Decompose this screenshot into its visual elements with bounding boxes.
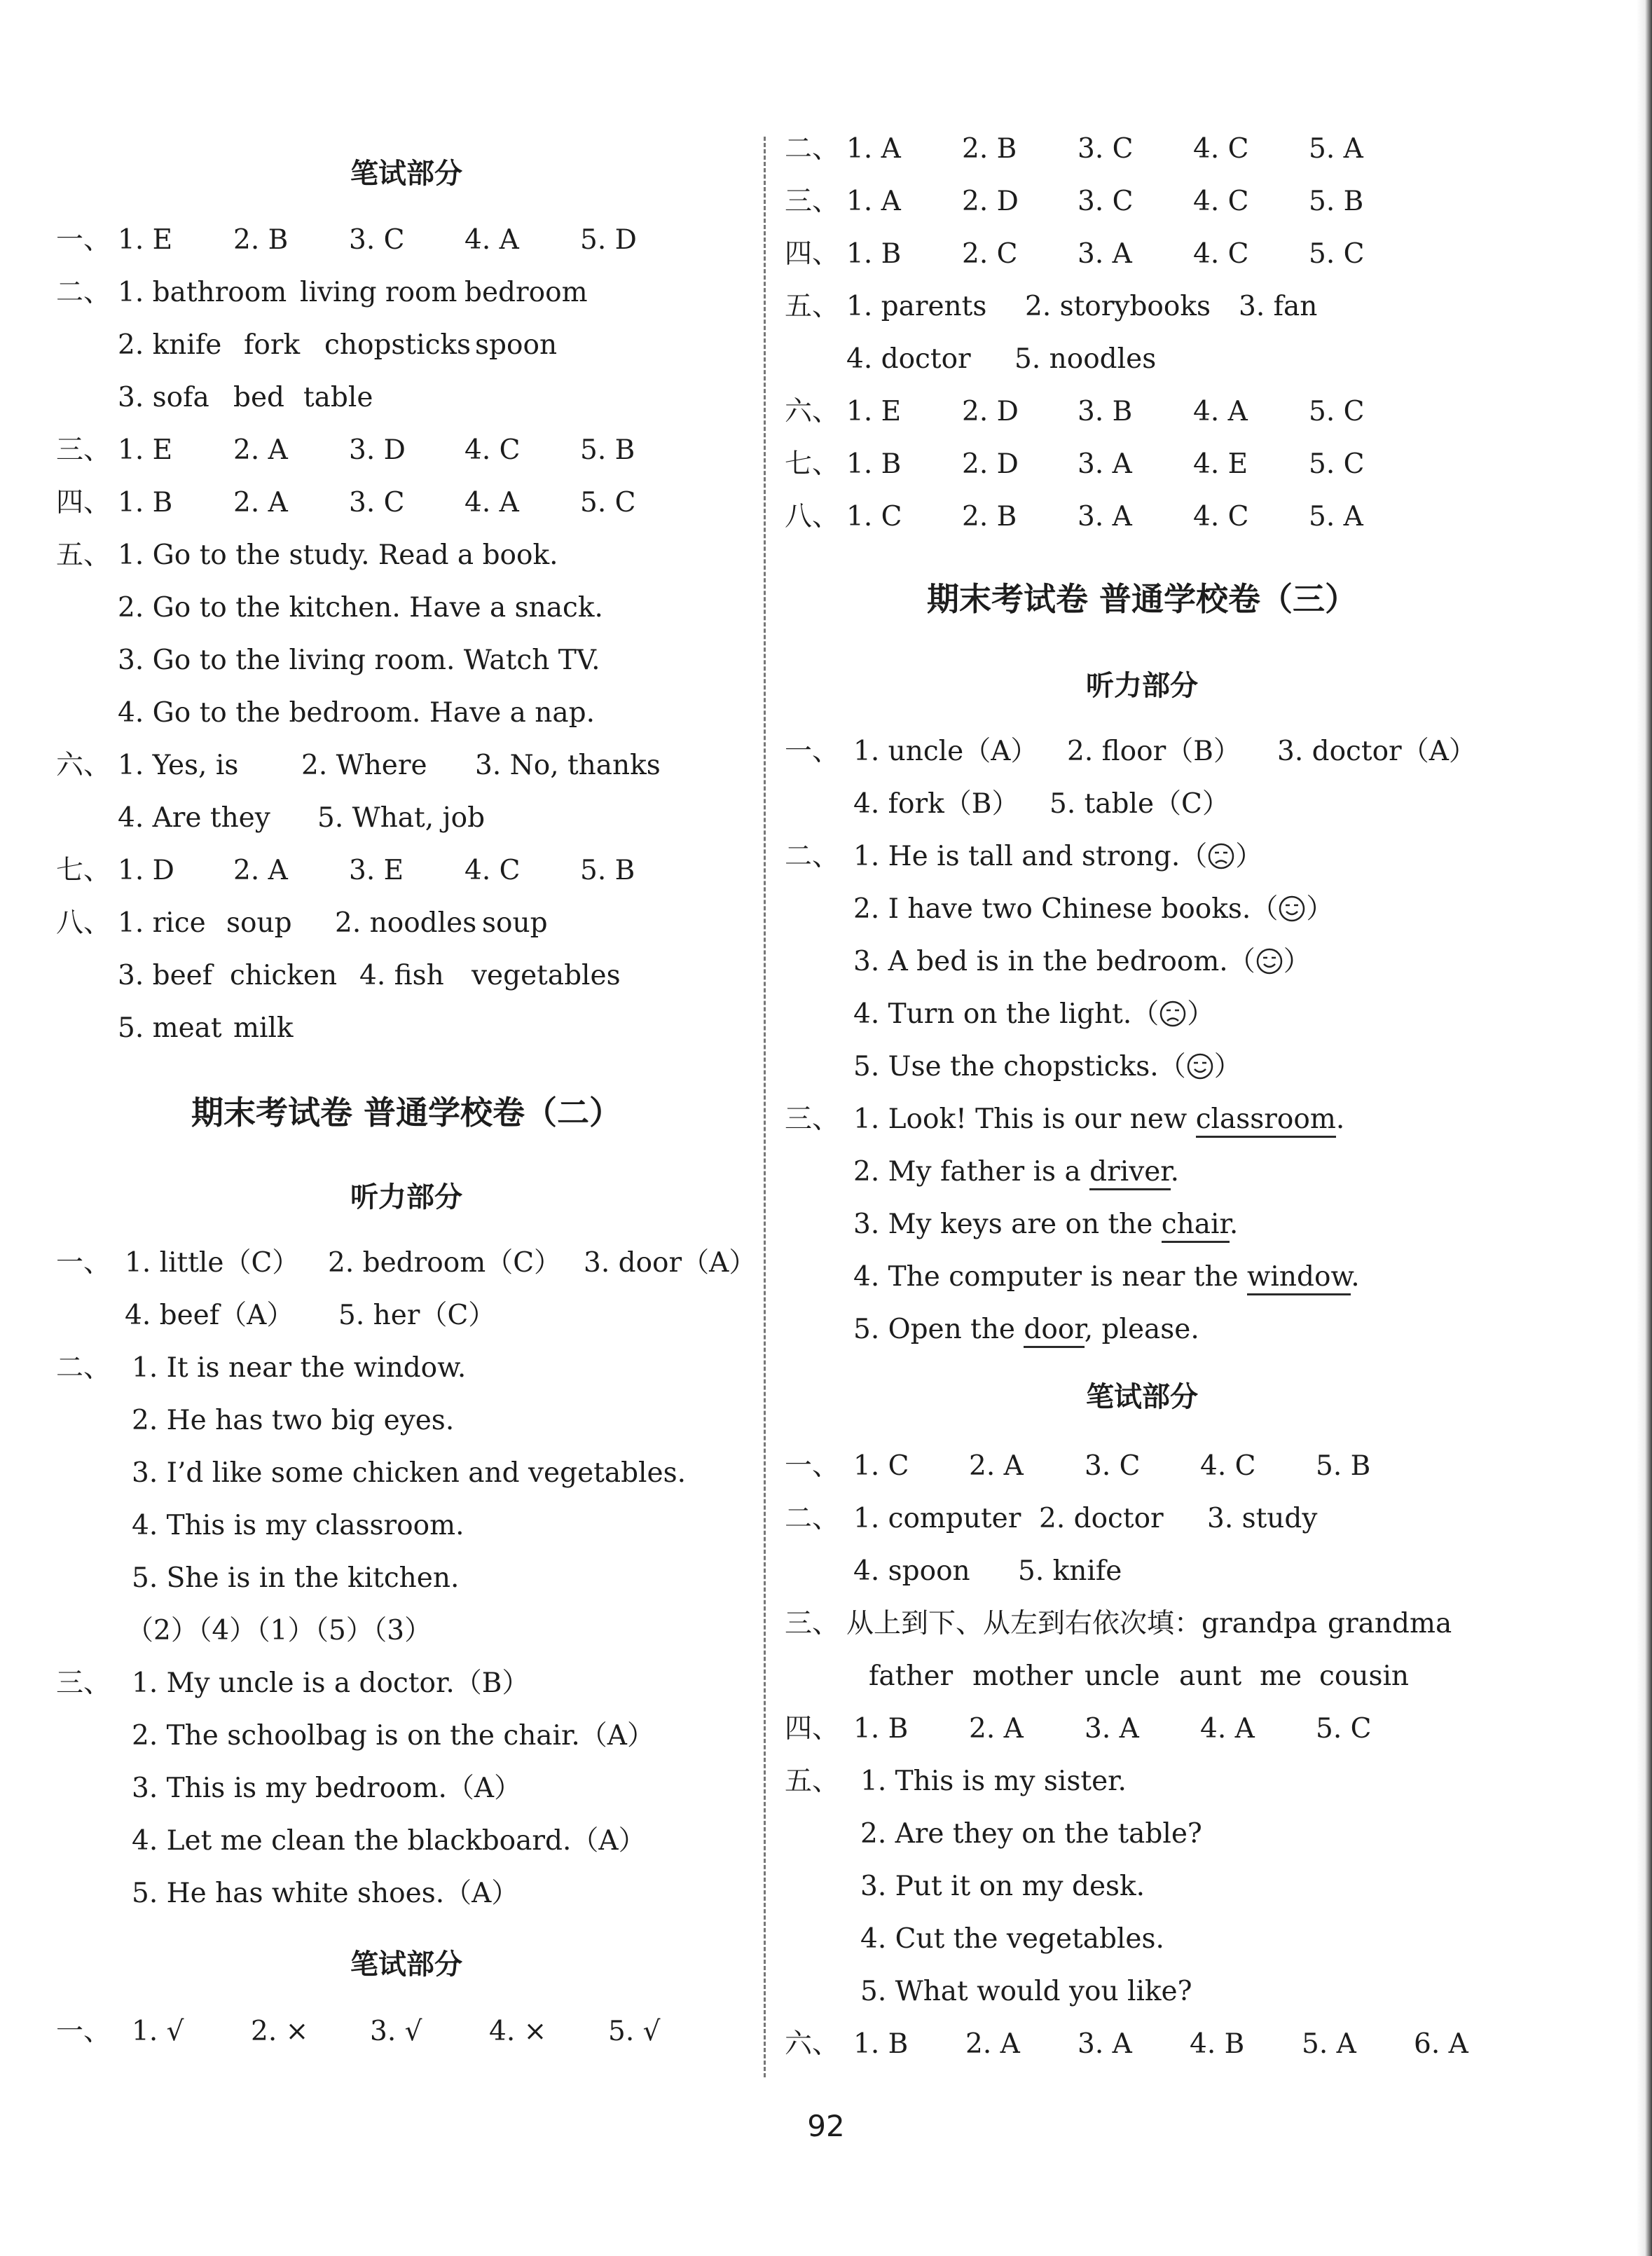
answer-item: 5. D [580,224,637,256]
answer-item: 1. computer [853,1503,1021,1534]
answer-item: 4. fork（B） [853,788,1019,820]
answer-item: 4. A [464,487,519,518]
answer-item: 5. B [1309,186,1364,217]
answer-row [785,500,1363,535]
answer-item: 2. noodles [335,907,477,939]
sentence-text: 1. Look! This is our new [853,1103,1196,1135]
answer-item: 3. A [1078,238,1132,270]
answer-item: 1. My uncle is a doctor.（B） [132,1667,530,1699]
question-number: 一、 [56,224,111,256]
question-number: 一、 [56,1247,111,1279]
answer-item: 2. storybooks [1025,291,1211,322]
answer-row [118,696,595,731]
answer-item: 1. rice [118,907,206,939]
answer-row [56,1666,529,1701]
answer-item: soup [226,907,292,939]
answer-row [118,591,603,626]
question-number: 三、 [785,1103,840,1135]
answer-item: aunt [1179,1660,1242,1692]
underlined-answer: door [1024,1314,1084,1348]
answer-item: spoon [475,329,558,361]
answer-item: 6. A [1414,2028,1468,2060]
answer-row [56,748,661,783]
question-number: 八、 [56,907,111,939]
answer-item: 3. Go to the living room. Watch TV. [118,645,600,676]
answer-item: me [1260,1660,1302,1692]
answer-item: 1. He is tall and strong. [853,841,1181,872]
question-number: 八、 [785,501,840,532]
answer-item: 4. C [1193,133,1249,165]
answer-item: 2. Where [301,750,427,781]
column-divider [764,137,766,2077]
answer-item: 2. A [969,1450,1024,1482]
answer-item: 5. C [580,487,636,518]
answer-item: 3. study [1207,1503,1318,1534]
sentence-text: 2. My father is a [853,1156,1090,1188]
answer-row [853,1554,1122,1589]
answer-item: 4. E [1193,448,1248,480]
question-number: 四、 [785,1713,840,1745]
answer-item: 3. doctor（A） [1277,736,1476,767]
answer-row [853,1312,1199,1347]
answer-item: 1. It is near the window. [132,1352,467,1384]
answer-row [853,1207,1238,1242]
answer-item: 2. Are they on the table? [860,1818,1202,1850]
answer-row: 5. Use the chopsticks.（ ） [853,1051,1241,1082]
answer-row [118,328,557,363]
answer-item: 5. table（C） [1049,788,1230,820]
answer-item: 5. B [580,855,635,886]
answer-item: 5. her（C） [338,1300,496,1331]
answer-item: 5. He has white shoes.（A） [132,1878,519,1909]
answer-row [56,538,558,573]
answer-item: 1. B [853,1713,909,1745]
answer-item: 5. B [1316,1450,1371,1482]
answer-row [860,1817,1202,1852]
answer-item: 2. D [962,186,1019,217]
answer-row [56,1246,756,1281]
answer-row [785,1764,1127,1799]
question-number: 六、 [785,2028,840,2060]
answer-item: 3. This is my bedroom.（A） [132,1773,522,1804]
answer-item: 3. No, thanks [475,750,661,781]
answer-item: 4. C [464,855,521,886]
answer-item: 4. C [464,434,521,466]
answer-item: 2. D [962,448,1019,480]
answer-row [125,1298,495,1333]
answer-item: fork [244,329,301,361]
sentence-text: . [1229,1209,1239,1240]
answer-item: 3. beef [118,960,213,991]
answer-item: 5. C [1309,448,1365,480]
sentence-text: 4. The computer is near the [853,1261,1248,1293]
answer-item: 1. E [118,224,173,256]
question-number: 六、 [56,750,111,781]
answer-item: 2. floor（B） [1067,736,1241,767]
answer-row [132,1561,459,1596]
answer-row: 二、 1. He is tall and strong.（ ） [785,839,1262,874]
question-number: 二、 [785,841,840,872]
sentence-text: 5. Open the [853,1314,1024,1345]
answer-row [118,958,621,993]
question-number: 四、 [56,487,111,518]
answer-row [785,237,1364,272]
answer-item: 3. A [1085,1713,1139,1745]
answer-item: 1. B [853,2028,909,2060]
answer-item: 1. B [846,448,902,480]
answer-item: 3. Put it on my desk. [860,1871,1145,1902]
answer-item: 5. A [1302,2028,1356,2060]
answer-item: 2. Go to the kitchen. Have a snack. [118,592,603,624]
underlined-answer: window [1247,1261,1351,1295]
smiley-face-icon [1255,947,1283,975]
answer-item: 4. × [489,2016,547,2047]
answer-item: father [869,1660,954,1692]
answer-item: 4. doctor [846,343,971,375]
answer-row [132,1824,646,1859]
answer-item: 2. D [962,396,1019,427]
answer-row [56,1351,466,1386]
answer-row [785,2027,1468,2062]
answer-item: 4. Cut the vegetables. [860,1923,1164,1955]
answer-item: 3. A bed is in the bedroom. [853,946,1228,977]
answer-item: 4. Turn on the light. [853,998,1132,1030]
answer-row [785,734,1476,769]
page-number: 92 [807,2109,845,2143]
answer-item: 1. C [846,501,902,532]
answer-item: 3. C [1078,186,1134,217]
question-number: 一、 [785,1450,840,1482]
answer-item: 1. √ [132,2016,184,2047]
answer-item: 1. E [118,434,173,466]
answer-item: 4. C [1193,501,1249,532]
sad-face-icon [1207,842,1235,870]
question-number: 六、 [785,396,840,427]
smiley-face-icon [1186,1052,1214,1080]
question-number: 二、 [785,1503,840,1534]
instruction-text: 从上到下、从左到右依次填： [846,1608,1202,1639]
section-heading: 笔试部分 [1086,1381,1198,1413]
answer-row [785,1712,1371,1747]
answer-item: 2. B [962,133,1017,165]
question-number: 五、 [56,539,111,571]
answer-item: 2. A [969,1713,1024,1745]
answer-item: living room [300,277,457,308]
answer-item: 4. fish [359,960,444,991]
page-edge-shadow [1637,0,1652,2256]
smiley-face-icon [1278,895,1306,923]
answer-item: 1. Yes, is [118,750,239,781]
question-number: 一、 [785,736,840,767]
answer-row [785,1102,1344,1137]
question-number: 七、 [56,855,111,886]
answer-item: 3. I’d like some chicken and vegetables. [132,1457,687,1489]
answer-item: 1. E [846,396,902,427]
answer-item: 5. C [1309,238,1365,270]
answer-item: 1. little（C） [125,1247,300,1279]
answer-item: 4. C [1200,1450,1256,1482]
question-number: 二、 [56,1352,111,1384]
answer-item: cousin [1319,1660,1410,1692]
answer-item: mother [972,1660,1073,1692]
answer-item: 2. He has two big eyes. [132,1405,455,1436]
answer-item: milk [233,1012,294,1044]
answer-row [860,1922,1164,1957]
answer-row [132,1508,464,1543]
answer-item: 4. Let me clean the blackboard.（A） [132,1825,646,1857]
answer-row [118,643,600,678]
answer-item: 2. A [233,487,288,518]
answer-item: chicken [230,960,338,991]
answer-row [846,342,1156,377]
answer-row: 4. Turn on the light.（ ） [853,998,1215,1030]
answer-item: soup [482,907,548,939]
answer-item: 3. B [1078,396,1133,427]
answer-item: 3. D [349,434,406,466]
section-heading: 听力部分 [350,1181,462,1213]
answer-row [132,1456,686,1491]
answer-row [785,1449,1370,1484]
question-number: 五、 [785,291,840,322]
answer-item: 4. Are they [118,802,270,834]
answer-row [56,433,635,468]
answer-item: 2. A [965,2028,1020,2060]
answer-item: 1. A [846,186,901,217]
section-heading: 听力部分 [1086,670,1198,702]
answer-item: 1. B [118,487,173,518]
answer-item: 3. C [349,224,405,256]
answer-item: 2. I have two Chinese books. [853,893,1251,925]
answer-item: 2. knife [118,329,222,361]
answer-item: 5. She is in the kitchen. [132,1562,460,1594]
answer-row [785,1501,1317,1536]
answer-item: 3. fan [1239,291,1318,322]
question-number: 一、 [56,2016,111,2047]
answer-row [132,1771,521,1806]
answer-row [56,486,635,521]
answer-item: 3. E [349,855,404,886]
answer-row [132,1876,518,1911]
answer-item: 1. A [846,133,901,165]
answer-item: 4. A [1200,1713,1255,1745]
answer-item: 2. A [233,434,288,466]
answer-row [860,1869,1145,1904]
answer-row [785,447,1364,482]
question-number: 三、 [56,434,111,466]
answer-item: 4. C [1193,186,1249,217]
exam-title: 期末考试卷 普通学校卷（二） [191,1094,621,1132]
answer-item: 4. This is my classroom. [132,1510,464,1541]
answer-item: chopsticks [324,329,471,361]
sentence-text: . [1335,1103,1345,1135]
answer-row [132,1403,454,1438]
answer-item: 2. C [962,238,1018,270]
answer-item: 1. Go to the study. Read a book. [118,539,558,571]
question-number: 三、 [785,186,840,217]
answer-item: 2. bedroom（C） [328,1247,562,1279]
answer-row [853,787,1230,822]
answer-row [118,1011,294,1046]
answer-item: 3. √ [370,2016,422,2047]
answer-item: 5. A [1309,133,1363,165]
answer-item: 5. C [1316,1713,1372,1745]
answer-item: 2. B [233,224,289,256]
question-number: 四、 [785,238,840,270]
answer-item: uncle [1085,1660,1160,1692]
answer-item: 2. doctor [1039,1503,1164,1534]
answer-item: 3. C [1085,1450,1141,1482]
answer-row [56,223,637,258]
answer-item: 3. A [1078,501,1132,532]
answer-item: 5. knife [1018,1555,1122,1587]
question-number: 三、 [785,1608,840,1639]
answer-item: 1. This is my sister. [860,1766,1127,1797]
answer-item: 2. The schoolbag is on the chair.（A） [132,1720,654,1752]
exam-title: 期末考试卷 普通学校卷（三） [926,580,1357,618]
answer-row [126,1614,432,1649]
answer-item: 5. C [1309,396,1365,427]
answer-item: 2. B [962,501,1017,532]
answer-item: 3. A [1078,448,1132,480]
answer-item: 3. A [1078,2028,1132,2060]
answer-row [853,1155,1179,1190]
answer-item: 4. A [464,224,519,256]
answer-row [785,184,1363,219]
answer-row [56,275,588,310]
underlined-answer: chair [1162,1209,1230,1243]
answer-item: table [303,382,373,413]
answer-item: （2）（4）（1）（5）（3） [126,1615,432,1646]
answer-row [785,394,1364,429]
answer-item: 4. Go to the bedroom. Have a nap. [118,697,595,729]
answer-row [118,380,373,415]
sentence-text: . [1170,1156,1180,1188]
answer-item: vegetables [471,960,621,991]
answer-item: 5. noodles [1014,343,1157,375]
answer-item: grandpa [1202,1608,1318,1639]
question-number: 七、 [785,448,840,480]
answer-item: 5. √ [608,2016,661,2047]
answer-row [56,2014,660,2049]
sad-face-icon [1159,1000,1187,1028]
underlined-answer: classroom [1196,1103,1336,1138]
answer-row: 3. A bed is in the bedroom.（ ） [853,946,1311,977]
answer-item: 3. C [1078,133,1134,165]
answer-row: 2. I have two Chinese books.（ ） [853,893,1334,925]
answer-item: 4. A [1193,396,1248,427]
answer-item: grandma [1328,1608,1452,1639]
question-number: 二、 [785,133,840,165]
answer-row [853,1260,1360,1295]
answer-item: bedroom [464,277,588,308]
answer-item: 4. B [1190,2028,1245,2060]
answer-item: 3. door（A） [584,1247,757,1279]
answer-item: 1. bathroom [118,277,287,308]
answer-item: 4. spoon [853,1555,970,1587]
underlined-answer: driver [1089,1156,1171,1190]
answer-item: 1. D [118,855,174,886]
question-number: 二、 [56,277,111,308]
answer-item: 3. C [349,487,405,518]
answer-item: 1. C [853,1450,909,1482]
answer-row [56,906,548,941]
answer-item: 5. B [580,434,635,466]
section-heading: 笔试部分 [350,1948,462,1981]
answer-item: 1. B [846,238,902,270]
answer-row [785,1607,1452,1642]
answer-item: 1. parents [846,291,987,322]
sentence-text: 3. My keys are on the [853,1209,1162,1240]
answer-row [56,853,635,888]
answer-item: 2. × [251,2016,309,2047]
question-number: 三、 [56,1667,111,1699]
answer-item: 5. What, job [317,802,486,834]
answer-item: 4. beef（A） [125,1300,294,1331]
answer-item: 5. meat [118,1012,222,1044]
answer-row [118,801,485,836]
answer-row [785,289,1317,324]
answer-item: 5. A [1309,501,1363,532]
answer-item: bed [233,382,285,413]
answer-item: 3. sofa [118,382,209,413]
answer-row [785,132,1363,167]
section-heading: 笔试部分 [350,158,462,190]
answer-row [132,1719,654,1754]
answer-item: 5. Use the chopsticks. [853,1051,1159,1082]
answer-item: 2. A [233,855,288,886]
sentence-text: . [1351,1261,1360,1293]
question-number: 五、 [785,1766,840,1797]
answer-item: 4. C [1193,238,1249,270]
answer-item: 5. What would you like? [860,1976,1192,2007]
sentence-text: , please. [1084,1314,1199,1345]
answer-row [860,1974,1192,2009]
answer-item: 1. uncle（A） [853,736,1038,767]
answer-row [869,1659,1409,1694]
